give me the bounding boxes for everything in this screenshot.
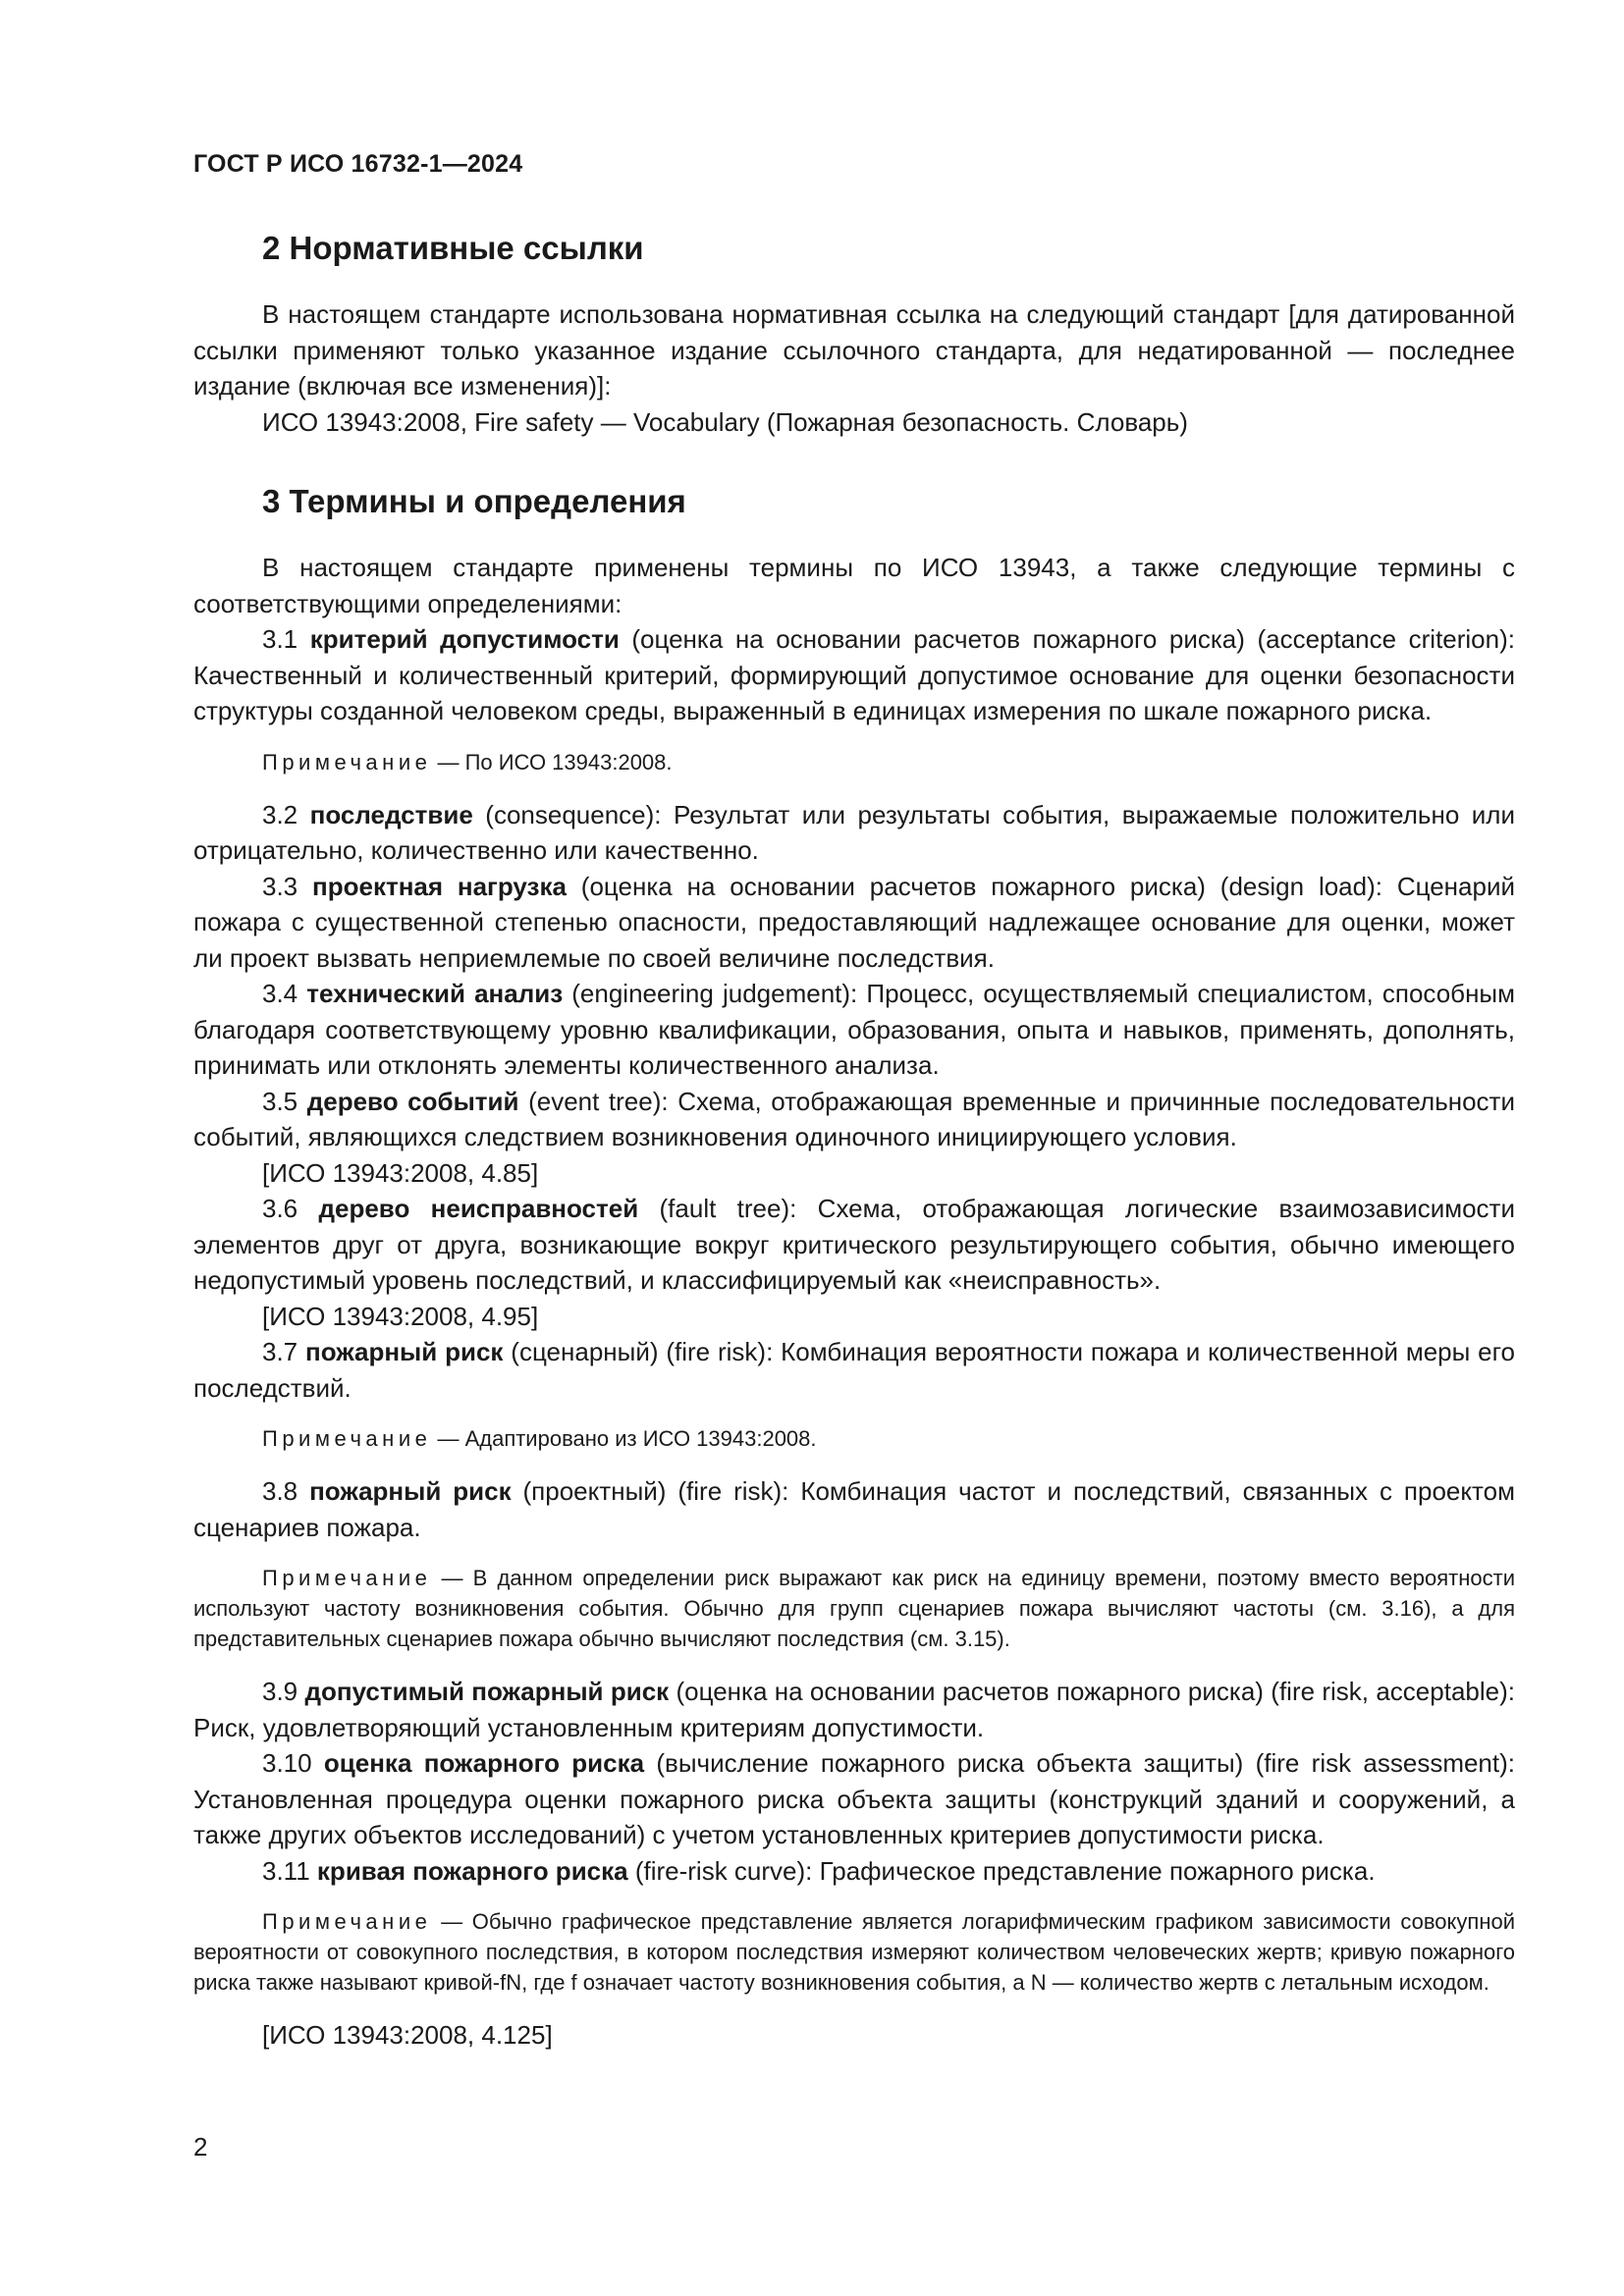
term-name: пожарный риск (305, 1337, 504, 1366)
term-name: проектная нагрузка (312, 871, 567, 901)
term-number: 3.1 (262, 624, 298, 654)
term-definition: (event tree): Схема, отображающая временные и причинные последовательности событий, являющихся следствием возникновения одиночного инициирующего условия. (193, 1086, 1515, 1151)
note-label: Примечание (262, 749, 432, 774)
term-number: 3.2 (262, 799, 298, 829)
term-definition: (оценка на основании расчетов пожарного риска) (acceptance criterion): Качественный и количественный критерий, формирующий допустимое основание для оценки безопасности структуры созданной человеком среды, выраженный в единицах измерения по шкале пожарного риска. (193, 624, 1515, 725)
term-definition: (оценка на основании расчетов пожарного риска) (design load): Сценарий пожара с существенной степенью опасности, предоставляющий надлежащее основание для оценки, может ли проект вызвать неприемлемые по своей величине последствия. (193, 871, 1515, 973)
term-number: 3.5 (262, 1086, 298, 1116)
term-name: пожарный риск (309, 1476, 512, 1506)
note-label: Примечание (262, 1909, 432, 1934)
term-number: 3.6 (262, 1194, 298, 1223)
term-name: кривая пожарного риска (316, 1855, 628, 1886)
term-name: дерево неисправностей (318, 1194, 639, 1223)
term-name: критерий допустимости (309, 624, 620, 654)
note-text: — По ИСО 13943:2008. (431, 749, 673, 774)
term-entry-3-3 (193, 869, 1515, 977)
term-entry-3-4 (193, 976, 1515, 1084)
term-definition: (проектный) (fire risk): Комбинация частот и последствий, связанных с проектом сценариев пожара. (193, 1476, 1515, 1542)
term-source-3-6: [ИСО 13943:2008, 4.95] (262, 1301, 539, 1331)
term-definition: (consequence): Результат или результаты события, выражаемые положительно или отрицательно, количественно или качественно. (193, 799, 1515, 865)
term-definition: (fault tree): Схема, отображающая логические взаимозависимости элементов друг от друга, возникающие вокруг критического результирующего события, обычно имеющего недопустимый уровень последствий, и классифицируемый как «неисправность». (193, 1194, 1515, 1295)
note-text: — Обычно графическое представление является логарифмическим графиком зависимости совокупной вероятности от совокупного последствия, в котором последствия измеряют количеством человеческих жертв; кривую пожарного риска также называют кривой-fN, где f означает частоту возникновения события, а N — количество жертв с летальным исходом. (193, 1909, 1515, 1995)
term-entry-3-6 (193, 1191, 1515, 1299)
term-source-3-5: [ИСО 13943:2008, 4.85] (262, 1157, 539, 1188)
term-number: 3.8 (262, 1476, 298, 1506)
section-2-paragraph: В настоящем стандарте использована нормативная ссылка на следующий стандарт [для датированной ссылки применяют только указанное издание ссылочного стандарта, для недатированной — последнее издание (включая все изменения)]: (193, 299, 1515, 400)
term-entry-3-5 (193, 1084, 1515, 1155)
section-3-intro: В настоящем стандарте применены термины по ИСО 13943, а также следующие термины с соответствующими определениями: (193, 553, 1515, 618)
term-name: последствие (309, 799, 473, 829)
term-definition: (вычисление пожарного риска объекта защиты) (fire risk assessment): Установленная процедура оценки пожарного риска объекта защиты (конструкций зданий и сооружений, а также других объектов исследований) с учетом установленных критериев допустимости риска. (193, 1748, 1516, 1849)
term-name: допустимый пожарный риск (304, 1677, 670, 1706)
term-entry-3-2 (193, 797, 1515, 869)
term-entry-3-11 (193, 1853, 1515, 1890)
term-note-3-11 (193, 1906, 1515, 1998)
section-2-reference: ИСО 13943:2008, Fire safety — Vocabulary (Пожарная безопасность. Словарь) (262, 406, 1188, 437)
term-number: 3.11 (262, 1855, 310, 1886)
page-number: 2 (193, 2132, 208, 2162)
term-entry-3-1 (193, 621, 1515, 729)
term-definition: (сценарный) (fire risk): Комбинация вероятности пожара и количественной меры его последствий. (193, 1337, 1515, 1403)
note-text: — В данном определении риск выражают как риск на единицу времени, поэтому вместо вероятности используют частоту возникновения события. Обычно для групп сценариев пожара вычисляют частоты (см. 3.16), а для представительных сценариев пожара обычно вычисляют последствия (см. 3.15). (193, 1566, 1515, 1651)
term-source-3-11: [ИСО 13943:2008, 4.125] (262, 2020, 553, 2050)
term-name: оценка пожарного риска (323, 1748, 645, 1778)
term-name: технический анализ (306, 979, 564, 1008)
term-number: 3.3 (262, 871, 298, 901)
term-number: 3.4 (262, 979, 298, 1008)
term-entry-3-10 (193, 1745, 1515, 1853)
term-definition: (fire-risk curve): Графическое представление пожарного риска. (627, 1855, 1376, 1886)
term-definition: (engineering judgement): Процесс, осуществляемый специалистом, способным благодаря соответствующему уровню квалификации, образования, опыта и навыков, применять, дополнять, принимать или отклонять элементы количественного анализа. (193, 979, 1515, 1080)
term-number: 3.10 (262, 1748, 312, 1778)
term-name: дерево событий (306, 1086, 519, 1116)
term-number: 3.7 (262, 1337, 298, 1366)
term-entry-3-9 (193, 1674, 1515, 1745)
note-text: — Адаптировано из ИСО 13943:2008. (431, 1426, 817, 1451)
section-3-title: 3 Термины и определения (262, 483, 686, 519)
note-label: Примечание (262, 1566, 432, 1590)
term-entry-3-8 (193, 1473, 1515, 1545)
term-note-3-7 (193, 1423, 1515, 1454)
document-header: ГОСТ Р ИСО 16732-1—2024 (193, 150, 523, 178)
term-note-3-1 (193, 747, 1515, 777)
term-note-3-8 (193, 1563, 1515, 1654)
note-label: Примечание (262, 1426, 432, 1451)
section-2-title: 2 Нормативные ссылки (262, 230, 644, 266)
term-definition: (оценка на основании расчетов пожарного риска) (fire risk, acceptable): Риск, удовлетворяющий установленным критериям допустимости. (193, 1677, 1515, 1742)
term-number: 3.9 (262, 1677, 298, 1706)
page-content (193, 216, 1515, 2054)
term-entry-3-7 (193, 1334, 1515, 1406)
